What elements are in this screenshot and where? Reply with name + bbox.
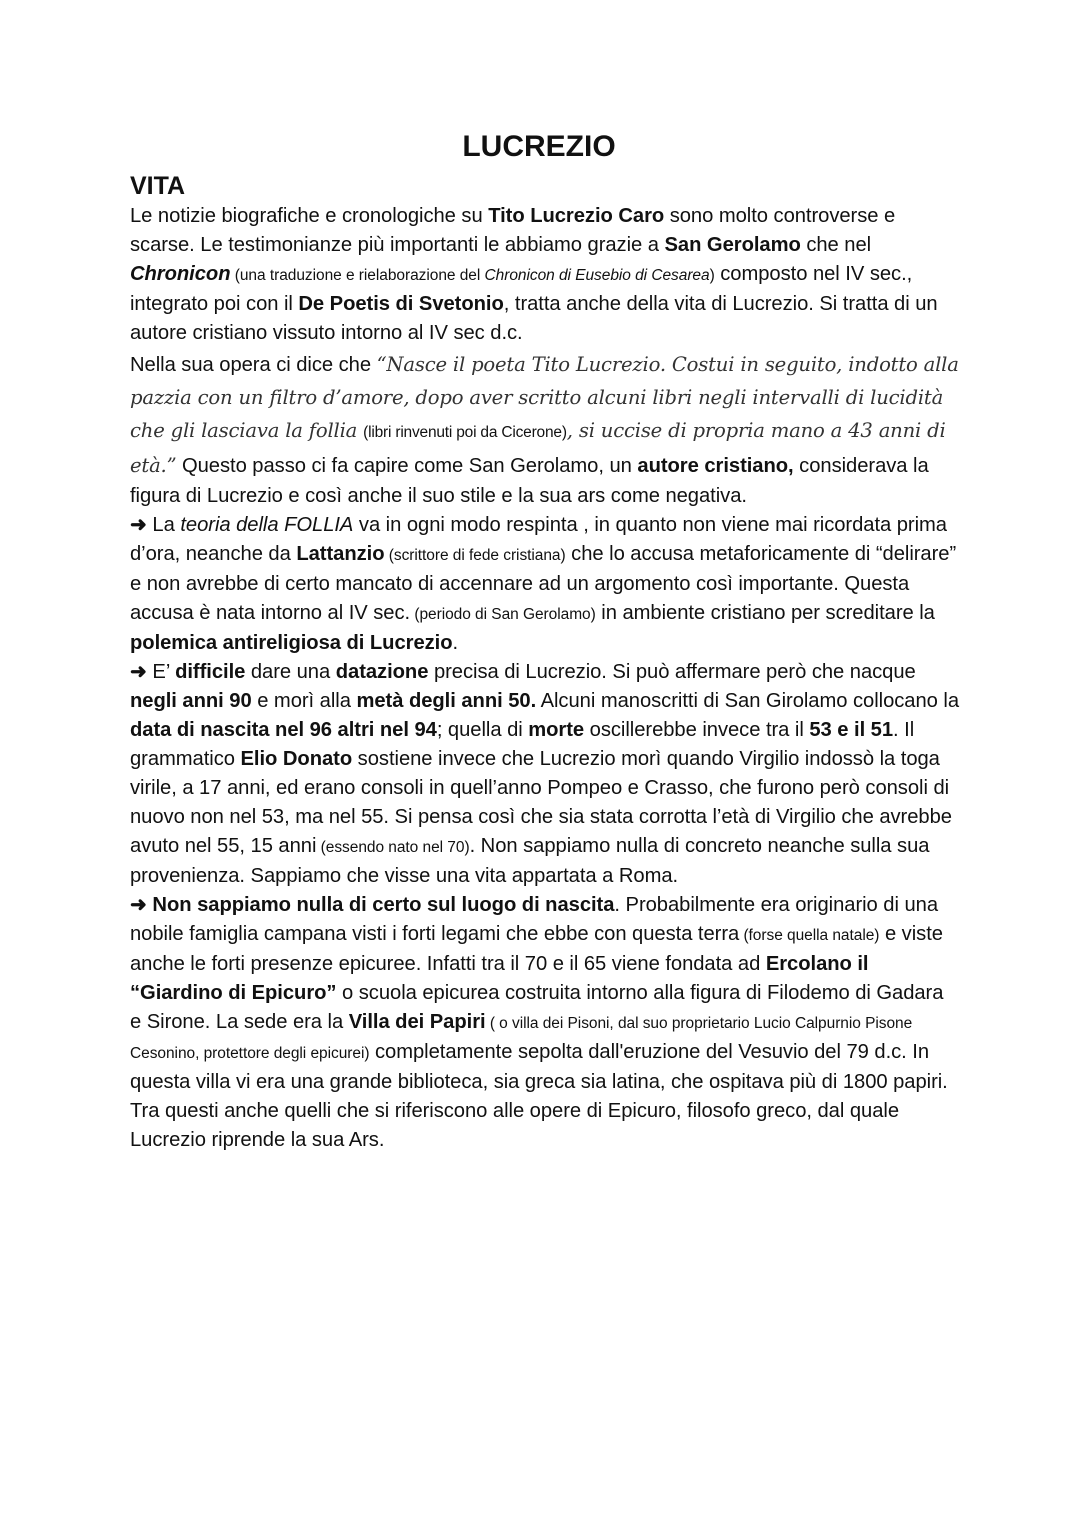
paragraph-datazione: ➜ E’ difficile dare una datazione precisa di Lucrezio. Si può affermare però che nacque negli anni 90 e morì alla metà degli anni 50. Alcuni manoscritti di San Girolamo collocano la data di nascita nel 96 altri nel 94; quella di morte oscillerebbe invece tra il 53 e il 51. Il grammatico Elio Donato sostiene invece che Lucrezio morì quando Virgilio indossò la toga virile, a 17 anni, ed erano consoli in quell’anno Pompeo e Crasso, che furono però consoli di nuovo non nel 53, ma nel 55. Si pensa così che sia stata corrotta l’età di Virgilio che avrebbe avuto nel 55, 15 anni (essendo nato nel 70). Non sappiamo nulla di concreto neanche sulla sua provenienza. Sappiamo che visse una vita appartata a Roma. (130, 661, 959, 887)
arrow-icon: ➜ (130, 514, 147, 536)
document-page (130, 128, 960, 1155)
paragraph-luogo-nascita: ➜ Non sappiamo nulla di certo sul luogo di nascita. Probabilmente era originario di una nobile famiglia campana visti i forti legami che ebbe con questa terra (forse quella natale) e viste anche le forti presenze epicuree. Infatti tra il 70 e il 65 viene fondata ad Ercolano il “Giardino di Epicuro” o scuola epicurea costruita intorno alla figura di Filodemo di Gadara e Sirone. La sede era la Villa dei Papiri ( o villa dei Pisoni, dal suo proprietario Lucio Calpurnio Pisone Cesonino, protettore degli epicurei) completamente sepolta dall'eruzione del Vesuvio del 79 d.c. In questa villa vi era una grande biblioteca, sia greca sia latina, che ospitava più di 1800 papiri. Tra questi anche quelli che si riferiscono alle opere di Epicuro, filosofo greco, dal quale Lucrezio riprende la sua Ars. (130, 894, 948, 1151)
page-title: LUCREZIO (462, 130, 616, 163)
quote-text: “Nasce il poeta Tito Lucrezio. Costui in seguito, indotto alla pazzia con un filtro d’amore, dopo aver scritto alcuni libri negli intervalli di lucidità che gli lasciava la follia (libri rinvenuti poi da Cicerone), si uccise di propria mano a 43 anni di età.” (130, 353, 959, 477)
paragraph-follia-theory: ➜ La teoria della FOLLIA va in ogni modo respinta , in quanto non viene mai ricordata prima d’ora, neanche da Lattanzio (scrittore di fede cristiana) che lo accusa metaforicamente di “delirare” e non avrebbe di certo mancato di accennare ad un argomento così importante. Questa accusa è nata intorno al IV sec. (periodo di San Gerolamo) in ambiente cristiano per screditare la polemica antireligiosa di Lucrezio. (130, 514, 957, 654)
paragraph-biographical-sources: Le notizie biografiche e cronologiche su Tito Lucrezio Caro sono molto controverse e scarse. Le testimonianze più importanti le abbiamo grazie a San Gerolamo che nel Chronicon (una traduzione e rielaborazione del Chronicon di Eusebio di Cesarea) composto nel IV sec., integrato poi con il De Poetis di Svetonio, tratta anche della vita di Lucrezio. Si tratta di un autore cristiano vissuto intorno al IV sec d.c. (130, 205, 938, 344)
arrow-icon: ➜ (130, 661, 147, 683)
section-heading-vita: VITA (130, 172, 186, 200)
arrow-icon: ➜ (130, 894, 147, 916)
paragraph-gerolamo-quote: Nella sua opera ci dice che “Nasce il poeta Tito Lucrezio. Costui in seguito, indotto alla pazzia con un filtro d’amore, dopo aver scritto alcuni libri negli intervalli di lucidità che gli lasciava la follia (libri rinvenuti poi da Cicerone), si uccise di propria mano a 43 anni di età.” Questo passo ci fa capire come San Gerolamo, un autore cristiano, considerava la figura di Lucrezio e così anche il suo stile e la sua ars come negativa. (130, 353, 959, 507)
